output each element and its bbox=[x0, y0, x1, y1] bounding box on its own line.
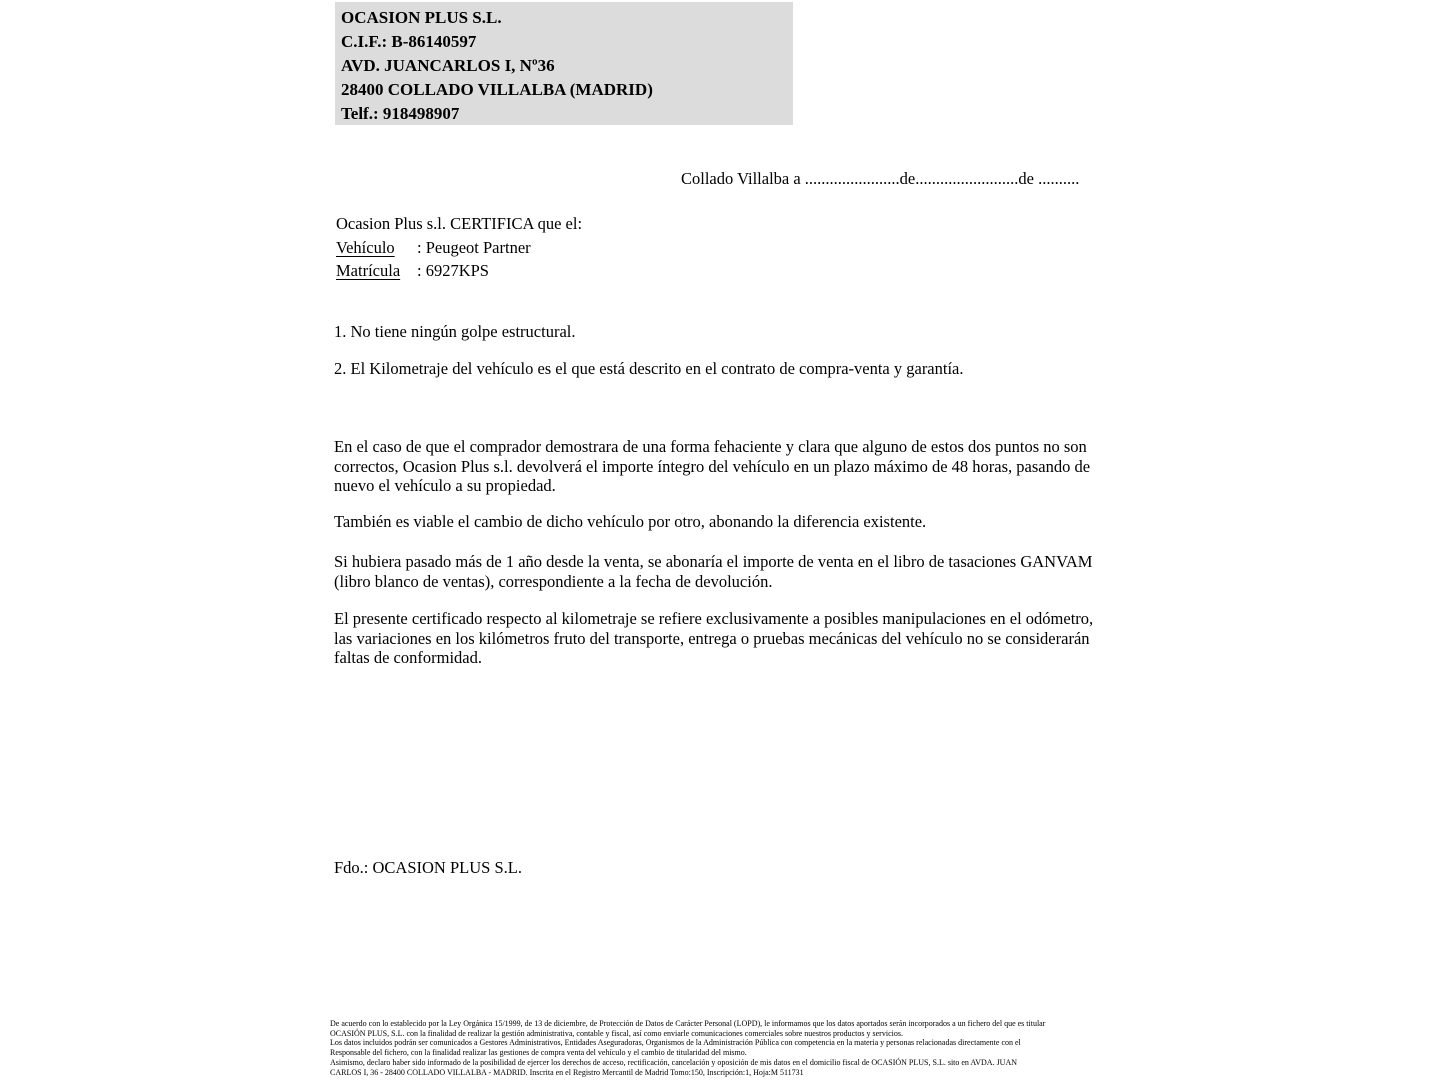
paragraph-refund: En el caso de que el comprador demostrara de una forma fehaciente y clara que alguno de estos dos puntos no son correctos, Ocasion Plus s.l. devolverá el importe íntegro del vehículo en un plazo máximo de 48 horas, pasando de nuevo el vehículo a su propiedad. bbox=[334, 437, 1091, 496]
paragraph-ganvam: Si hubiera pasado más de 1 año desde la venta, se abonaría el importe de venta en el libro de tasaciones GANVAM (libro blanco de ventas), correspondiente a la fecha de devolución. bbox=[334, 552, 1093, 591]
company-cif: C.I.F.: B-86140597 bbox=[341, 32, 477, 51]
vehicle-value: Peugeot Partner bbox=[425, 237, 531, 257]
plate-separator: : bbox=[417, 261, 422, 280]
footer-line: Los datos incluidos podrán ser comunicados a Gestores Administrativos, Entidades Aseguradoras, Organismos de la Administración Pública con competencia en la materia y personas relacionadas directamente con el bbox=[330, 1038, 1021, 1048]
plate-label bbox=[336, 259, 417, 283]
plate-value: 6927KPS bbox=[425, 261, 489, 280]
vehicle-label-text: Vehículo bbox=[336, 237, 395, 257]
vehicle-label bbox=[336, 236, 417, 260]
paragraph-exchange: También es viable el cambio de dicho vehículo por otro, abonando la diferencia existente. bbox=[334, 512, 927, 531]
company-name: OCASION PLUS S.L. bbox=[341, 8, 502, 27]
certification-intro: Ocasion Plus s.l. CERTIFICA que el: bbox=[336, 214, 583, 233]
legal-footer bbox=[330, 1019, 1045, 1077]
footer-line: Asimismo, declaro haber sido informado de la posibilidad de ejercer los derechos de acceso, rectificación, cancelación y oposición de mis datos en el domicilio fiscal de OCASIÓN PLUS, S.L. sito en AVDA. JUAN bbox=[330, 1057, 1018, 1067]
footer-line: OCASIÓN PLUS, S.L. con la finalidad de realizar la gestión administrativa, contable y fiscal, así como enviarle comunicaciones comerciales sobre nuestros productos y servicios. bbox=[330, 1028, 903, 1038]
certification-block bbox=[336, 212, 582, 283]
footer-line: De acuerdo con lo establecido por la Ley Orgánica 15/1999, de 13 de diciembre, de Protección de Datos de Carácter Personal (LOPD), le informamos que los datos aportados serán incorporados a un fichero del que es titular bbox=[330, 1019, 1046, 1028]
company-header-box bbox=[335, 2, 793, 125]
vehicle-field-row bbox=[336, 236, 582, 260]
footer-line: CARLOS I, 36 - 28400 COLLADO VILLALBA - MADRID. Inscrita en el Registro Mercantil de Madrid Tomo:150, Inscripción:1, Hoja:M 511731 bbox=[330, 1067, 804, 1077]
plate-field-row bbox=[336, 259, 582, 283]
vehicle-separator: : bbox=[417, 237, 422, 257]
date-line: Collado Villalba a .......................de.........................de .......... bbox=[681, 169, 1080, 188]
company-phone: Telf.: 918498907 bbox=[341, 104, 460, 123]
footer-line: Responsable del fichero, con la finalidad realizar las gestiones de compra venta del vehículo y el cambio de titularidad del mismo. bbox=[330, 1048, 747, 1058]
company-city: 28400 COLLADO VILLALBA (MADRID) bbox=[341, 80, 653, 99]
point-structural: 1. No tiene ningún golpe estructural. bbox=[334, 322, 576, 341]
point-mileage: 2. El Kilometraje del vehículo es el que está descrito en el contrato de compra-venta y garantía. bbox=[334, 359, 964, 378]
plate-label-text: Matrícula bbox=[336, 261, 401, 280]
paragraph-odometer: El presente certificado respecto al kilometraje se refiere exclusivamente a posibles manipulaciones en el odómetro, las variaciones en los kilómetros fruto del transporte, entrega o pruebas mecánicas del vehículo no se considerarán faltas de conformidad. bbox=[334, 609, 1094, 668]
company-address: AVD. JUANCARLOS I, Nº36 bbox=[341, 56, 555, 75]
signature-line: Fdo.: OCASION PLUS S.L. bbox=[334, 858, 522, 877]
